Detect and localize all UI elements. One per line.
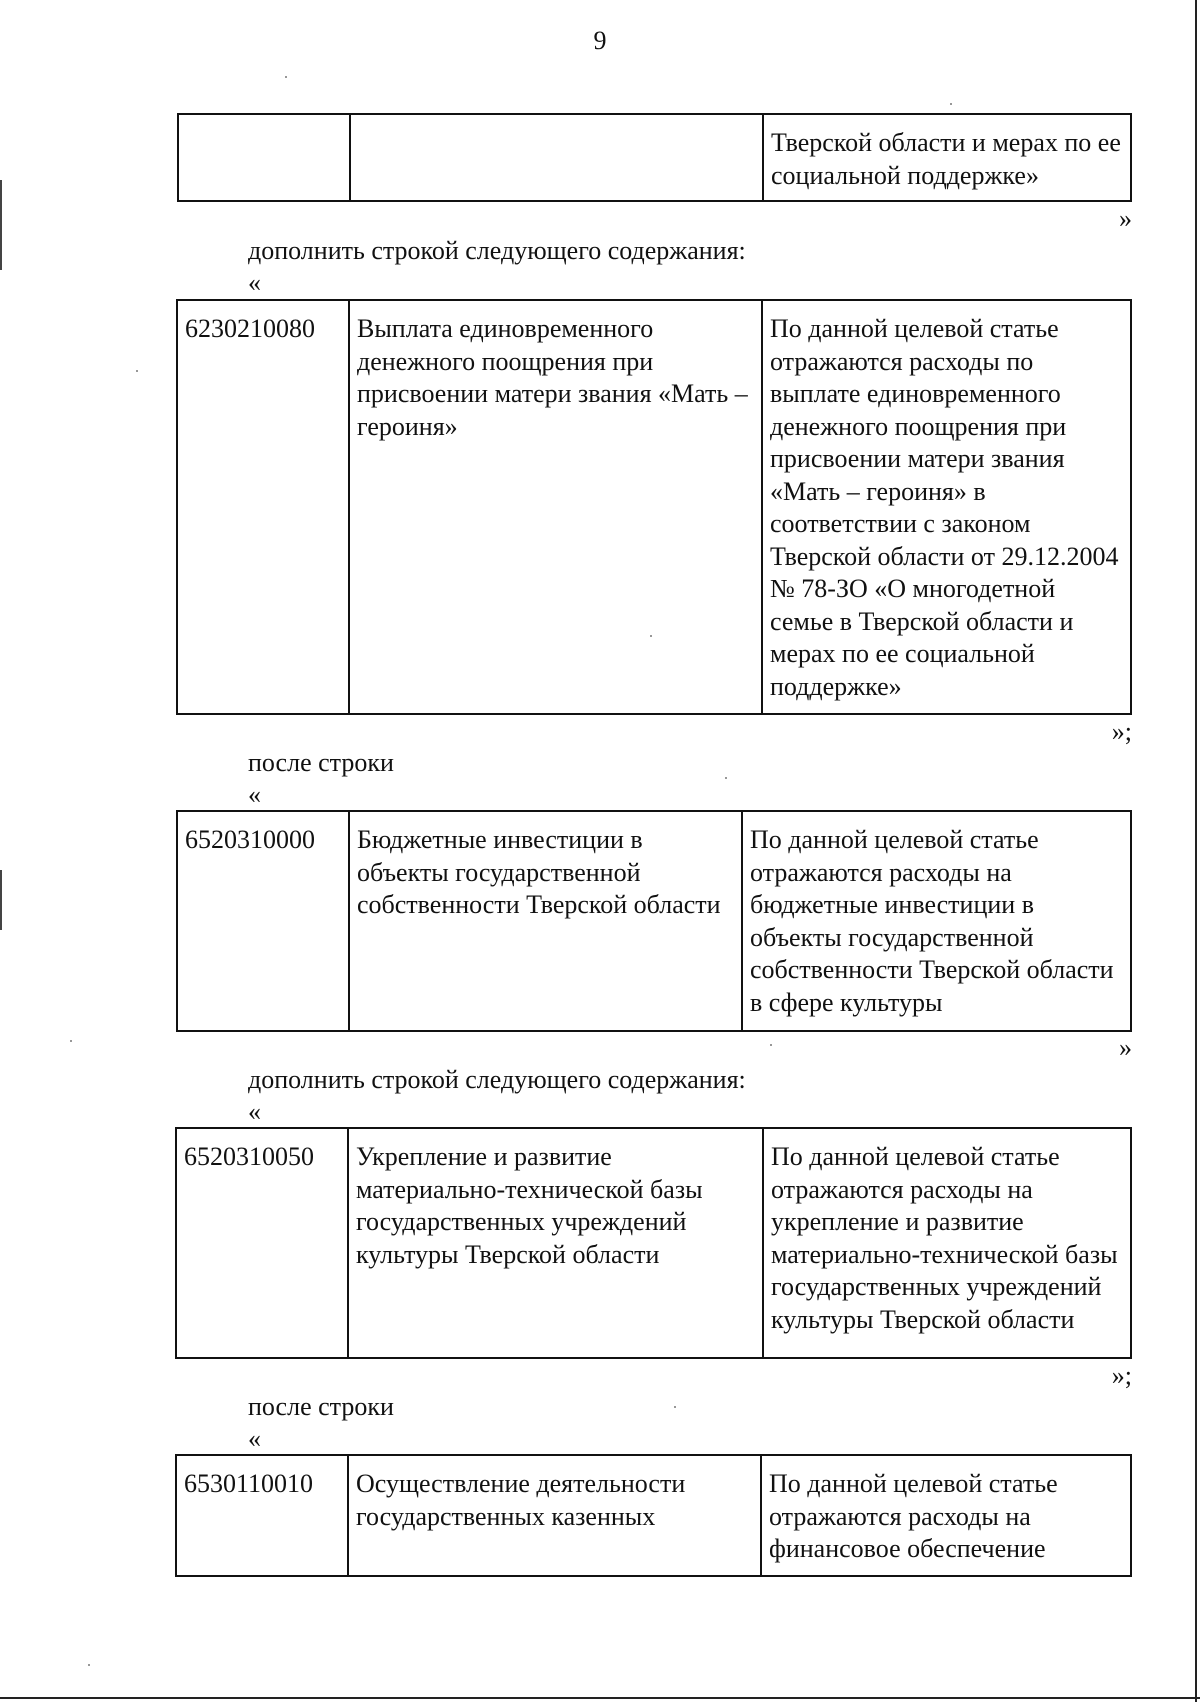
scan-edge-right xyxy=(1195,0,1197,1702)
name-cell: Бюджетные инвестиции в объекты государственной собственности Тверской области xyxy=(349,811,742,1031)
closing-quote: »; xyxy=(1111,1361,1132,1390)
scan-speck xyxy=(136,370,138,372)
closing-quote: »; xyxy=(1111,717,1132,746)
scan-speck xyxy=(674,1406,676,1408)
scan-speck xyxy=(725,777,727,779)
scan-edge-bottom xyxy=(0,1697,1200,1699)
name-cell xyxy=(350,114,763,201)
opening-quote: « xyxy=(248,1424,261,1453)
description-cell: По данной целевой статье отражаются расходы на укрепление и развитие материально-технической базы государственных учреждений культуры Тверской области xyxy=(763,1128,1131,1358)
scan-edge-left-mark xyxy=(0,180,2,270)
closing-quote: » xyxy=(1119,204,1132,233)
classification-table-reference-row-1 xyxy=(176,810,1132,1032)
scan-speck xyxy=(88,1664,90,1666)
page-number: 9 xyxy=(593,26,607,55)
name-cell: Выплата единовременного денежного поощрения при присвоении матери звания «Мать – героиня» xyxy=(349,300,762,714)
table-row xyxy=(177,300,1131,714)
classification-table-continuation xyxy=(177,113,1132,202)
description-cell: Тверской области и мерах по ее социальной поддержке» xyxy=(763,114,1131,201)
instruction-paragraph: дополнить строкой следующего содержания: xyxy=(248,1065,746,1094)
table-row xyxy=(178,114,1131,201)
code-cell: 6230210080 xyxy=(177,300,349,714)
code-cell: 6520310050 xyxy=(176,1128,348,1358)
scan-speck xyxy=(285,76,287,78)
code-cell: 6520310000 xyxy=(177,811,349,1031)
scan-edge-left-mark xyxy=(0,870,2,930)
opening-quote: « xyxy=(248,1097,261,1126)
description-cell: По данной целевой статье отражаются расходы на финансовое обеспечение xyxy=(761,1455,1131,1576)
classification-table-new-row-1 xyxy=(176,299,1132,715)
scan-speck xyxy=(70,1040,72,1042)
code-cell xyxy=(178,114,350,201)
classification-table-reference-row-2 xyxy=(175,1454,1132,1577)
scan-speck xyxy=(770,1044,772,1046)
opening-quote: « xyxy=(248,780,261,809)
table-row xyxy=(176,1455,1131,1576)
code-cell: 6530110010 xyxy=(176,1455,348,1576)
instruction-paragraph: после строки xyxy=(248,1392,394,1421)
name-cell: Укрепление и развитие материально-технической базы государственных учреждений культуры Тверской области xyxy=(348,1128,763,1358)
closing-quote: » xyxy=(1119,1033,1132,1062)
opening-quote: « xyxy=(248,268,261,297)
name-cell: Осуществление деятельности государственных казенных xyxy=(348,1455,761,1576)
instruction-paragraph: дополнить строкой следующего содержания: xyxy=(248,236,746,265)
description-cell: По данной целевой статье отражаются расходы по выплате единовременного денежного поощрения при присвоении матери звания «Мать – героиня» в соответствии с законом Тверской области от 29.12.2004 № 78-ЗО «О многодетной семье в Тверской области и мерах по ее социальной поддержке» xyxy=(762,300,1131,714)
scan-speck xyxy=(950,103,952,105)
scan-speck xyxy=(650,635,652,637)
instruction-paragraph: после строки xyxy=(248,748,394,777)
table-row xyxy=(177,811,1131,1031)
classification-table-new-row-2 xyxy=(175,1127,1132,1359)
table-row xyxy=(176,1128,1131,1358)
description-cell: По данной целевой статье отражаются расходы на бюджетные инвестиции в объекты государственной собственности Тверской области в сфере культуры xyxy=(742,811,1131,1031)
